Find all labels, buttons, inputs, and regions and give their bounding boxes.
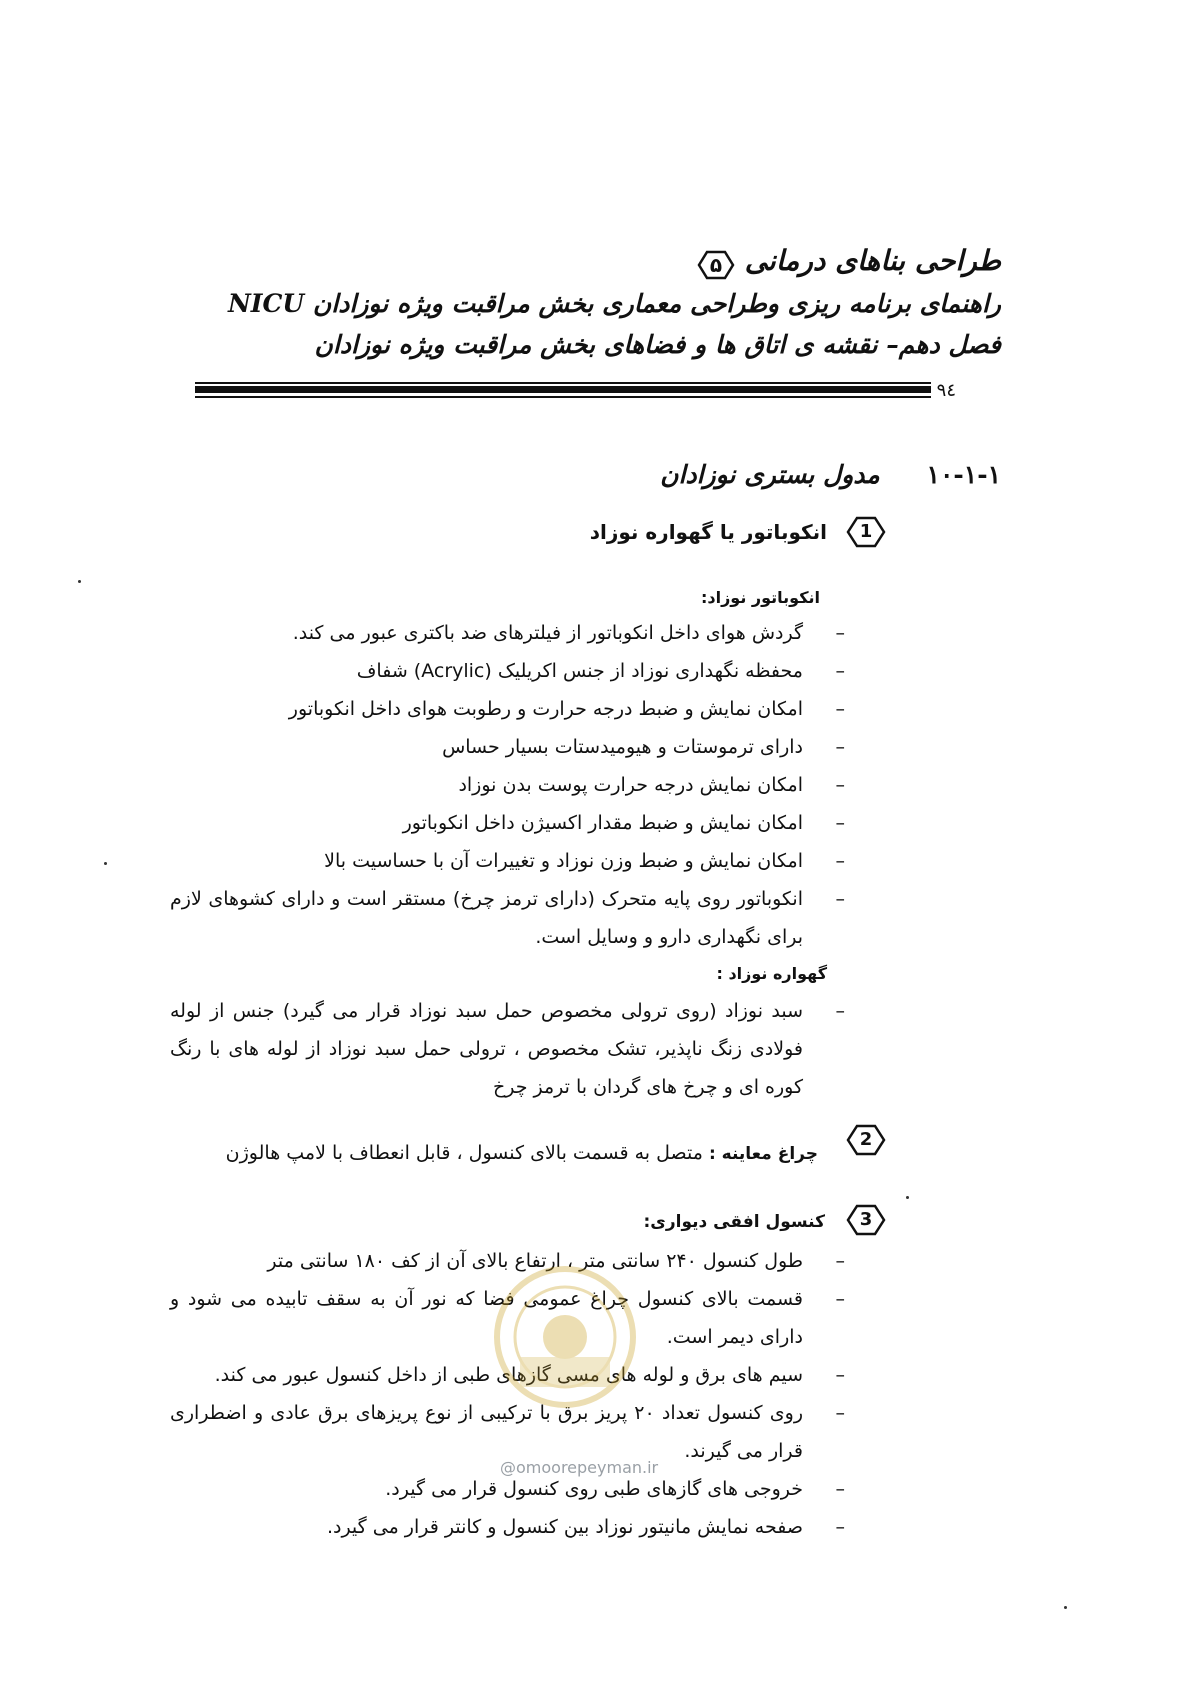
item-1-badge (846, 516, 886, 548)
dash-bullet-icon: – (835, 698, 845, 720)
item-2-number: 2 (859, 1129, 873, 1150)
volume-badge (697, 250, 735, 280)
item-2-description: متصل به قسمت بالای کنسول ، قابل انعطاف با لامپ هالوژن (225, 1142, 703, 1164)
console-list (170, 1242, 845, 1546)
scan-speck (1064, 1606, 1067, 1609)
book-subtitle: راهنمای برنامه ریزی وطراحی معماری بخش مراقبت ویژه نوزادان NICU (227, 289, 1001, 318)
dash-bullet-icon: – (835, 1000, 845, 1022)
list-item: – امکان نمایش و ضبط مقدار اکسیژن داخل انکوباتور (170, 804, 803, 842)
list-item: – محفظه نگهداری نوزاد از جنس اکریلیک (Acrylic) شفاف (170, 652, 803, 690)
watermark-url: @omoorepeyman.ir (500, 1458, 659, 1477)
list-item: – دارای ترموستات و هیومیدستات بسیار حساس (170, 728, 803, 766)
list-item: – روی کنسول تعداد ۲۰ پریز برق با ترکیبی از نوع پریزهای برق عادی و اضطراری قرار می گیرند. (170, 1394, 803, 1470)
item-2-label: چراغ معاینه : (708, 1144, 818, 1164)
dash-bullet-icon: – (835, 1402, 845, 1424)
dash-bullet-icon: – (835, 622, 845, 644)
item-2-text (226, 1142, 818, 1164)
scan-speck (78, 580, 81, 583)
list-item: – امکان نمایش درجه حرارت پوست بدن نوزاد (170, 766, 803, 804)
dash-bullet-icon: – (835, 1364, 845, 1386)
dash-bullet-icon: – (835, 774, 845, 796)
list-item: – طول کنسول ۲۴۰ سانتی متر ، ارتفاع بالای آن از کف ۱۸۰ سانتی متر (170, 1242, 803, 1280)
dash-bullet-icon: – (835, 1288, 845, 1310)
dash-bullet-icon: – (835, 888, 845, 910)
list-item: – امکان نمایش و ضبط درجه حرارت و رطوبت هوای داخل انکوباتور (170, 690, 803, 728)
cradle-heading: گهواره نوزاد : (716, 964, 827, 983)
book-title (689, 244, 1001, 278)
list-item: – امکان نمایش و ضبط وزن نوزاد و تغییرات آن با حساسیت بالا (170, 842, 803, 880)
header-rule-top (195, 382, 931, 384)
dash-bullet-icon: – (835, 736, 845, 758)
list-item: – انکوباتور روی پایه متحرک (دارای ترمز چرخ) مستقر است و دارای کشوهای لازم برای نگهداری دارو و وسایل است. (170, 880, 803, 956)
dash-bullet-icon: – (835, 850, 845, 872)
list-item: – گردش هوای داخل انکوباتور از فیلترهای ضد باکتری عبور می کند. (170, 614, 803, 652)
section-number: ۱۰-۱-۱ (926, 460, 1001, 489)
scan-speck (104, 862, 107, 865)
dash-bullet-icon: – (835, 660, 845, 682)
watermark-seal-icon (490, 1262, 640, 1412)
cradle-list (170, 992, 845, 1106)
item-1-number: 1 (859, 521, 873, 542)
list-item: – قسمت بالای کنسول چراغ عمومی فضا که نور آن به سقف تابیده می شود و دارای دیمر است. (170, 1280, 803, 1356)
volume-number: ۵ (709, 252, 723, 277)
section-title-text: مدول بستری نوزادان (660, 460, 880, 489)
book-title-text: طراحی بناهای درمانی (744, 244, 1001, 277)
item-3-title: کنسول افقی دیواری: (643, 1212, 825, 1232)
header-rule-bottom (195, 396, 931, 398)
scan-speck (906, 1196, 909, 1199)
header-rule (195, 386, 931, 393)
dash-bullet-icon: – (835, 1516, 845, 1538)
dash-bullet-icon: – (835, 1478, 845, 1500)
item-2-badge (846, 1124, 886, 1156)
item-3-number: 3 (859, 1209, 873, 1230)
item-3-badge (846, 1204, 886, 1236)
incubator-list (170, 614, 845, 956)
list-item: – صفحه نمایش مانیتور نوزاد بین کنسول و کانتر قرار می گیرد. (170, 1508, 803, 1546)
list-item: – خروجی های گازهای طبی روی کنسول قرار می گیرد. (170, 1470, 803, 1508)
dash-bullet-icon: – (835, 812, 845, 834)
chapter-title: فصل دهم– نقشه ی اتاق ها و فضاهای بخش مراقبت ویژه نوزادان (314, 330, 1001, 359)
dash-bullet-icon: – (835, 1250, 845, 1272)
page-number: ۹٤ (931, 380, 962, 401)
list-item: – سیم های برق و لوله های مسی گازهای طبی از داخل کنسول عبور می کند. (170, 1356, 803, 1394)
incubator-heading: انکوباتور نوزاد: (700, 588, 820, 607)
section-title (660, 460, 1001, 489)
item-1-title: انکوباتور یا گهواره نوزاد (589, 520, 827, 544)
list-item: – سبد نوزاد (روی ترولی مخصوص حمل سبد نوزاد قرار می گیرد) جنس از لوله فولادی زنگ ناپذیر، تشک مخصوص ، ترولی حمل سبد نوزاد از لوله های با رنگ کوره ای و چرخ های گردان با ترمز چرخ (170, 992, 803, 1106)
